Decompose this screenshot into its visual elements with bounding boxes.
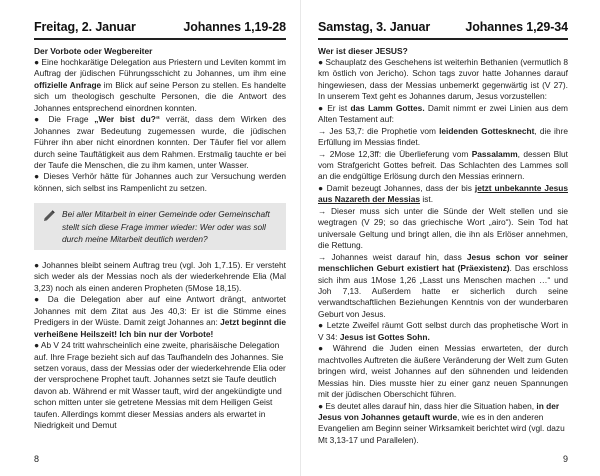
left-paragraph-2: ● Die Frage „Wer bist du?“ verrät, dass dem Wirken des Johannes zwar Bedeutung zugemessen wurde, die jüdischen Führer ihn aber nicht einordnen konnten. Der Täufer fiel vor allem durch seine Tauftätigkeit aus dem Rahmen. Erstmalig tauchte er bei der Taufe die Menschen, die zu ihm kamen, unter Wasser. — [34, 114, 286, 170]
pencil-icon — [42, 209, 56, 223]
right-paragraph-2: ● Er ist das Lamm Gottes. Damit nimmt er zwei Linien aus dem Alten Testament auf: — [318, 102, 569, 125]
reflection-note-text: Bei aller Mitarbeit in einer Gemeinde oder Gemeinschaft stellt sich diese Frage immer wieder: Wer oder was soll durch meine Mitarbeit deutlich werden? — [62, 209, 270, 244]
right-paragraph-7: → Johannes weist darauf hin, dass Jesus schon vor seiner menschlichen Geburt existiert hat (Präexistenz). Das erschloss sich ihm aus 1Mose 1,26 „Lasst uns Menschen machen …“ und Joh 7,13. Außerdem hatte er sicherlich durch seine verwandtschaftlichen Beziehungen Kenntnis von der wunderbaren Geburt von Jesus. — [318, 251, 568, 319]
left-page-number: 8 — [34, 454, 40, 464]
right-page-number: 9 — [562, 454, 568, 464]
right-header-rule — [318, 38, 568, 40]
left-paragraph-6: ● Ab V 24 tritt wahrscheinlich eine zweite, pharisäische Delegation auf. Ihre Frage bezieht sich auf das Taufhandeln des Johannes. Sie setzen voraus, dass der Messias oder der wiederkehrende Elia oder der versprochene Prophet tauft. Johannes setzt sie Taufe deutlich davon ab. Während er mit Wasser tauft, wird der angekündigte und schon mitten unter sie getretene Messias mit dem Heiligen Geist taufen. Allerdings kommt dieser Messias anders als erwartet in Niedrigkeit und Demut — [34, 340, 286, 431]
left-paragraph-3: ● Dieses Verhör hätte für Johannes auch zur Versuchung werden können, sich selbst ins Rampenlicht zu setzen. — [34, 171, 286, 193]
left-page-header — [34, 20, 286, 37]
right-paragraph-5: ● Damit bezeugt Johannes, dass der bis jetzt unbekannte Jesus aus Nazareth der Messias ist. — [318, 182, 568, 205]
left-header-date: Freitag, 2. Januar — [34, 20, 136, 34]
right-paragraph-3: → Jes 53,7: die Prophetie vom leidenden Gottesknecht, die ihre Erfüllung im Messias findet. — [318, 125, 568, 148]
right-header-reference: Johannes 1,29-34 — [465, 20, 568, 34]
left-paragraph-1: ● Eine hochkarätige Delegation aus Priestern und Leviten kommt im Auftrag der jüdischen Führungsschicht zu Johannes, um ihm eine offizielle Anfrage im Blick auf seine Person zu stellen. Es handelte sich um theologisch geschulte Personen, die die Antwort des Johannes entsprechend einordnen konnten. — [34, 56, 286, 113]
right-page-header — [318, 20, 568, 37]
left-paragraph-5: ● Da die Delegation aber auf eine Antwort drängt, antwortet Johannes mit dem Zitat aus Jes 40,3: Er ist die Stimme eines Predigers in der Wüste. Damit zeigt Johannes an: Jetzt beginnt die verheißene Heilszeit! Ich bin nur der Vorbote! — [34, 294, 286, 339]
right-paragraph-6: → Dieser muss sich unter die Sünde der Welt stellen und sie wegtragen (V 29; so das griechische Wort „airo“). Sein Tod hat universale Geltung und bringt allen, die ihn als Erlöser annehmen, die Rettung. — [318, 205, 568, 251]
left-paragraph-4: ● Johannes bleibt seinem Auftrag treu (vgl. Joh 1,7.15). Er versteht sich weder als der Messias noch als der wiederkehrende Elia (Mal 3,23) noch als einen anderen Propheten (5Mose 18,15). — [34, 259, 286, 293]
right-section-title: Wer ist dieser JESUS? — [318, 45, 408, 56]
left-section-title: Der Vorbote oder Wegbereiter — [34, 45, 153, 56]
right-paragraph-4: → 2Mose 12,3ff: die Überlieferung vom Passalamm, dessen Blut vom Strafgericht Gottes befreit. Das Schlachten des Lammes soll an die endgültige Erlösung durch den Messias erinnern. — [318, 148, 568, 182]
reflection-note-box — [34, 203, 286, 250]
left-header-reference: Johannes 1,19-28 — [183, 20, 286, 34]
left-header-rule — [34, 38, 286, 40]
right-page — [300, 0, 600, 476]
right-header-date: Samstag, 3. Januar — [318, 20, 431, 34]
right-paragraph-9: ● Während die Juden einen Messias erwarteten, der durch machtvolles Auftreten die äußere Veränderung der Welt zum Guten bringen wird, weist Johannes auf den sühnenden und leidenden Messias hin. Dies musste hier zu einer ganz neuen Spannungen mit der jüdischen Oberschicht führen. — [318, 343, 568, 400]
right-paragraph-1: ● Schauplatz des Geschehens ist weiterhin Bethanien (vermutlich 8 km östlich von Jericho). Schon tags zuvor hatte Johannes darauf hingewiesen, dass der Messias unbemerkt gegenwärtig ist (V 27). In unserem Text geht es Johannes darum, Jesus vorzustellen: — [318, 56, 568, 102]
right-paragraph-8: ● Letzte Zweifel räumt Gott selbst durch das prophetische Wort in V 34: Jesus ist Gottes Sohn. — [318, 320, 568, 342]
right-paragraph-10: ● Es deutet alles darauf hin, dass hier die Situation haben, in der Jesus von Johannes getauft wurde, wie es in den anderen Evangelien am Beginn seiner Wirksamkeit berichtet wird (vgl. dazu Mt 3,13-17 und Parallelen). — [318, 400, 565, 445]
